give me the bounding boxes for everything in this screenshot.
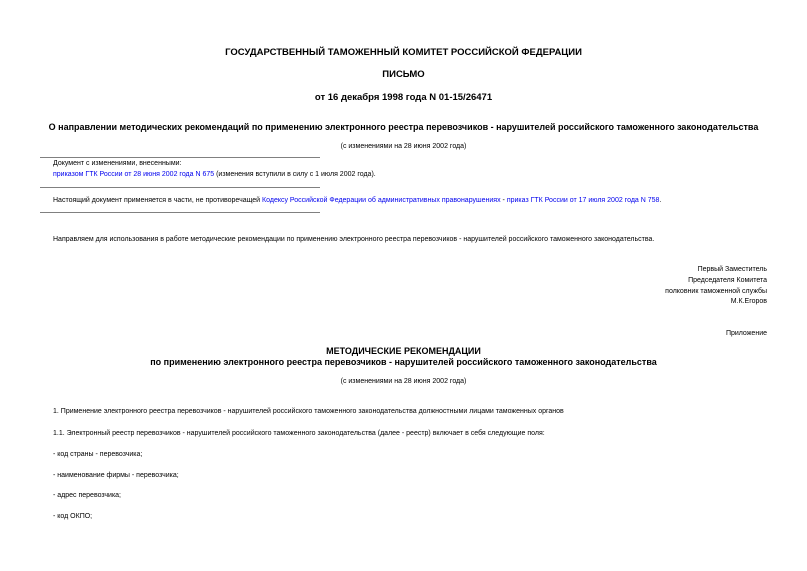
recommendations-subtitle: по применению электронного реестра перевозчиков - нарушителей российского таможенного законодательства <box>150 357 657 367</box>
recommendations-title: МЕТОДИЧЕСКИЕ РЕКОМЕНДАЦИИ <box>326 346 481 356</box>
section-1-1: 1.1. Электронный реестр перевозчиков - нарушителей российского таможенного законодательства (далее - реестр) включает в себя следующие поля: <box>53 430 545 437</box>
edition-note: (с изменениями на 28 июня 2002 года) <box>340 143 467 150</box>
doc-type-heading: ПИСЬМО <box>382 69 425 80</box>
applicability-prefix: Настоящий документ применяется в части, не противоречащей <box>53 197 263 204</box>
signature-name: М.К.Егоров <box>730 298 767 305</box>
applicability-suffix: . <box>659 197 662 204</box>
divider-bottom <box>40 212 320 213</box>
coap-code-link[interactable]: Кодексу Российской Федерации об административных правонарушениях <box>262 197 501 204</box>
list-item: - код ОКПО; <box>53 513 93 520</box>
changes-line <box>53 171 376 178</box>
list-item: - наименование фирмы - перевозчика; <box>53 472 179 479</box>
intro-paragraph: Направляем для использования в работе методические рекомендации по применению электронного реестра перевозчиков - нарушителей российского таможенного законодательства. <box>53 236 655 243</box>
signature-line-1: Первый Заместитель <box>697 266 767 273</box>
document-title: О направлении методических рекомендаций по применению электронного реестра перевозчиков - нарушителей российского таможенного законодательства <box>48 122 759 132</box>
list-item: - код страны - перевозчика; <box>53 451 143 458</box>
recommendations-edition-note: (с изменениями на 28 июня 2002 года) <box>340 378 467 385</box>
changes-order-link[interactable]: приказом ГТК России от 28 июня 2002 года N 675 <box>53 171 215 178</box>
divider-top <box>40 157 320 158</box>
section-1: 1. Применение электронного реестра перевозчиков - нарушителей российского таможенного законодательства должностными лицами таможенных органов <box>53 408 564 415</box>
list-item: - адрес перевозчика; <box>53 492 121 499</box>
applicability-line <box>53 197 661 204</box>
signature-line-3: полковник таможенной службы <box>665 288 767 295</box>
changes-suffix: (изменения вступили в силу с 1 июля 2002 года). <box>214 171 376 178</box>
date-number-heading: от 16 декабря 1998 года N 01-15/26471 <box>314 92 493 103</box>
divider-middle <box>40 187 320 188</box>
changes-label: Документ с изменениями, внесенными: <box>53 160 182 167</box>
gtk-order-758-link[interactable]: приказ ГТК России от 17 июля 2002 года N 758 <box>506 197 660 204</box>
appendix-label: Приложение <box>725 330 767 337</box>
applicability-middle: - <box>500 197 507 204</box>
org-heading: ГОСУДАРСТВЕННЫЙ ТАМОЖЕННЫЙ КОМИТЕТ РОССИЙСКОЙ ФЕДЕРАЦИИ <box>225 47 582 58</box>
signature-line-2: Председателя Комитета <box>688 277 767 284</box>
